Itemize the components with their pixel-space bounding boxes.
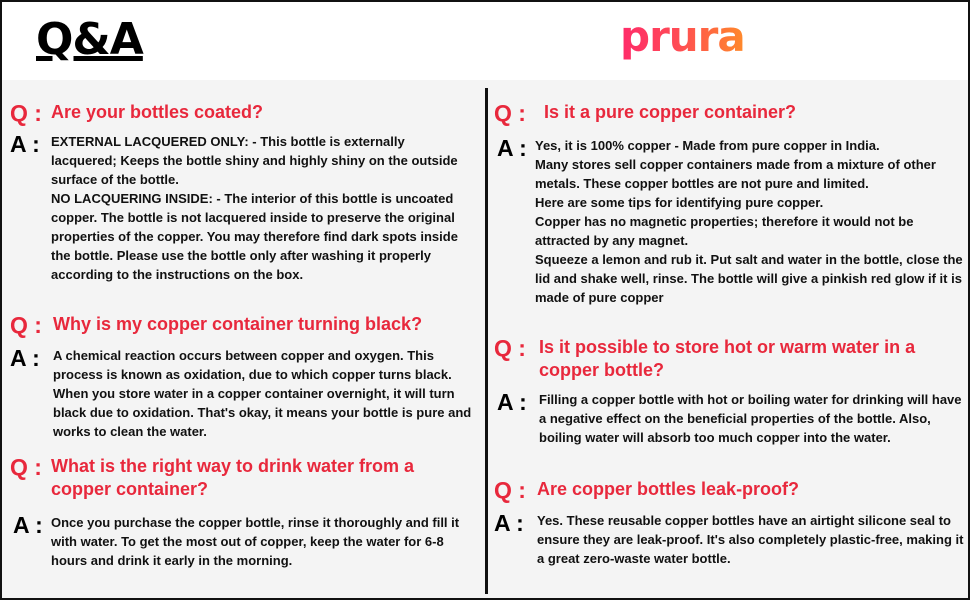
qa-item [10, 313, 474, 441]
answer-text [51, 132, 474, 284]
question-row [10, 455, 474, 501]
answer-paragraph: Yes, it is 100% copper - Made from pure copper in India. [535, 138, 880, 153]
qa-item [494, 336, 964, 447]
answer-label: A : [497, 135, 527, 161]
answer-text [51, 513, 474, 570]
answer-row [10, 346, 474, 441]
question-label: Q : [494, 100, 526, 126]
answer-paragraph: Copper has no magnetic properties; therefore it would not be attracted by any magnet. [535, 214, 914, 248]
answer-text [539, 390, 964, 447]
question-label: Q : [10, 100, 42, 126]
question-label: Q : [10, 454, 42, 480]
question-text: Are your bottles coated? [51, 102, 264, 122]
question-row [494, 336, 964, 382]
answer-row [494, 136, 964, 307]
header [2, 2, 968, 80]
question-text: What is the right way to drink water from a copper container? [51, 456, 415, 499]
qa-item [494, 478, 964, 568]
question-row [494, 101, 964, 124]
question-label: Q : [494, 335, 526, 361]
question-text: Are copper bottles leak-proof? [537, 479, 800, 499]
question-text: Is it a pure copper container? [544, 102, 797, 122]
qa-item [10, 101, 474, 284]
answer-paragraph: Many stores sell copper containers made from a mixture of other metals. These copper bottles are not pure and limited. [535, 157, 936, 191]
answer-paragraph: Filling a copper bottle with hot or boiling water for drinking will have a negative effect on the beneficial properties of the bottle. Also, boiling water will absorb too much copper into the water. [539, 392, 962, 445]
answer-paragraph: Here are some tips for identifying pure copper. [535, 195, 824, 210]
question-row [10, 101, 474, 124]
answer-paragraph: A chemical reaction occurs between copper and oxygen. This process is known as oxidation, due to which copper turns black. When you store water in a copper container overnight, it will turn black due to oxidation. That's okay, it means your bottle is pure and works to clean the water. [53, 348, 472, 439]
answer-label: A : [10, 131, 40, 157]
answer-paragraph: Yes. These reusable copper bottles have an airtight silicone seal to ensure they are leak-proof. It's also completely plastic-free, making it a great zero-waste water bottle. [537, 513, 964, 566]
qa-item [494, 101, 964, 307]
page-title: Q&A [36, 14, 143, 65]
answer-label: A : [494, 510, 524, 536]
answer-label: A : [497, 389, 527, 415]
question-text: Why is my copper container turning black? [53, 314, 423, 334]
question-row [10, 313, 474, 336]
answer-text [53, 346, 474, 441]
question-label: Q : [10, 312, 42, 338]
question-text: Is it possible to store hot or warm water in a copper bottle? [539, 337, 916, 380]
column-divider [485, 88, 488, 594]
brand-logo: prura [620, 12, 745, 61]
qa-item [10, 455, 474, 570]
answer-row [494, 511, 964, 568]
answer-label: A : [10, 345, 40, 371]
answer-label: A : [13, 512, 43, 538]
answer-paragraph: Once you purchase the copper bottle, rinse it thoroughly and fill it with water. To get the most out of copper, keep the water for 6-8 hours and drink it early in the morning. [51, 515, 460, 568]
answer-text [537, 511, 964, 568]
question-label: Q : [494, 477, 526, 503]
question-row [494, 478, 964, 501]
answer-paragraph: Squeeze a lemon and rub it. Put salt and water in the bottle, close the lid and shake well, rinse. The bottle will give a pinkish red glow if it is made of pure copper [535, 252, 963, 305]
answer-row [10, 513, 474, 570]
answer-paragraph: NO LACQUERING INSIDE: - The interior of this bottle is uncoated copper. The bottle is not lacquered inside to preserve the original properties of the copper. You may therefore find dark spots inside the bottle. Please use the bottle only after washing it properly according to the instructions on the box. [51, 191, 458, 282]
answer-row [10, 132, 474, 284]
answer-text [535, 136, 964, 307]
answer-row [494, 390, 964, 447]
answer-paragraph: EXTERNAL LACQUERED ONLY: - This bottle is externally lacquered; Keeps the bottle shiny and highly shiny on the outside surface of the bottle. [51, 134, 458, 187]
